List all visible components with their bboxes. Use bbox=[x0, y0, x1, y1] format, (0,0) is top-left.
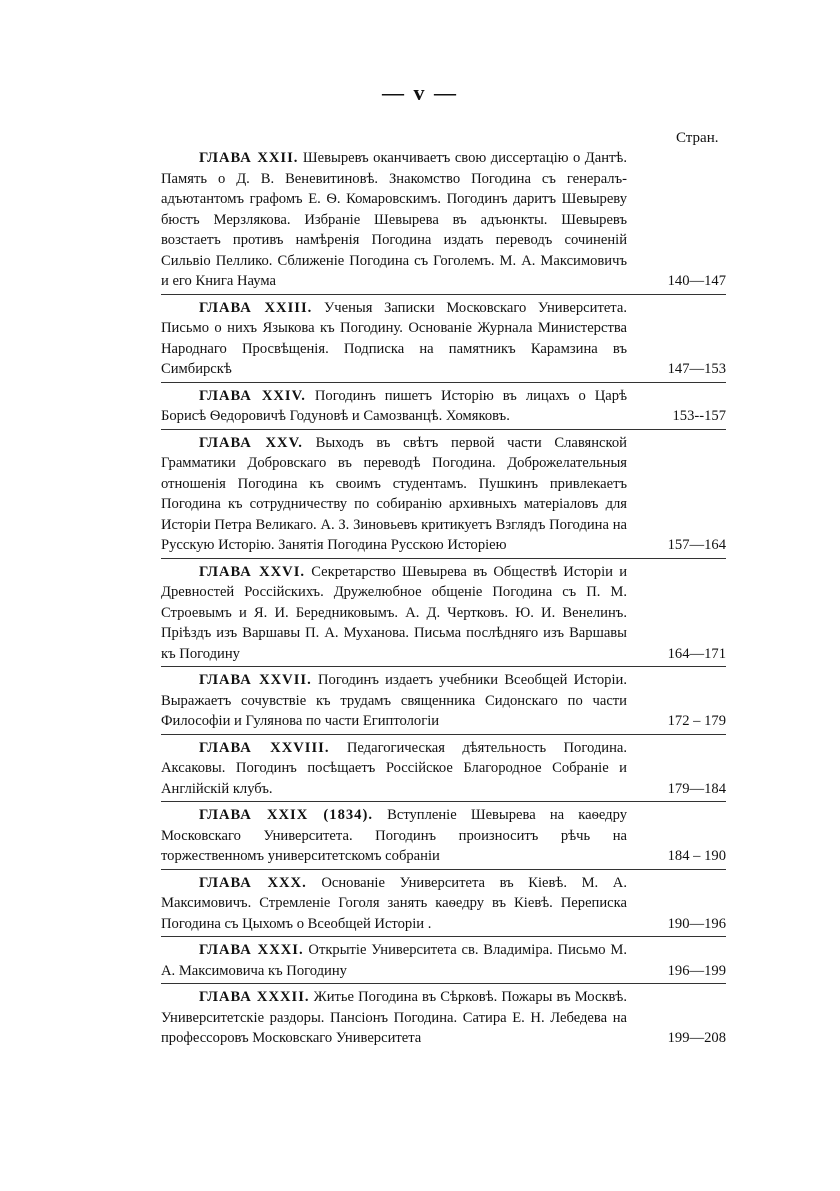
toc-entry bbox=[161, 735, 726, 803]
page-range: 184 – 190 bbox=[667, 848, 726, 864]
toc-entry bbox=[161, 295, 726, 383]
chapter-label: ГЛАВА XXXI. bbox=[199, 942, 304, 958]
toc-entry-text bbox=[161, 738, 627, 800]
toc-entry-text bbox=[161, 670, 627, 732]
chapter-summary: Выходъ въ свѣтъ первой части Славянской Грамматики Добровскаго въ переводѣ Погодина. Доброжелательныя отношенія Погодина къ своимъ студентамъ. Пушкинъ привлекаетъ Погодина къ сотрудничеству по собиранію архивныхъ матеріаловъ для Исторіи Петра Великаго. А. З. Зиновьевъ критикуетъ Взглядъ Погодина на Русскую Исторію. Занятія Погодина Русскою Исторіею bbox=[161, 434, 627, 553]
chapter-label: ГЛАВА XXIV. bbox=[199, 387, 306, 404]
toc-entry-text bbox=[161, 562, 627, 665]
toc-entry-text bbox=[161, 873, 627, 935]
chapter-label: ГЛАВА XXV. bbox=[199, 434, 303, 451]
toc-entry-text bbox=[161, 940, 627, 981]
chapter-summary: Секретарство Шевырева въ Обществѣ Исторіи и Древностей Россійскихъ. Дружелюбное общеніе Погодина съ П. М. Строевымъ и Я. И. Бередниковымъ. А. Д. Чертковъ. Ю. И. Венелинъ. Пріѣздъ изъ Варшавы П. А. Муханова. Письма послѣдняго изъ Варшавы къ Погодину bbox=[161, 563, 628, 662]
page-range: 157—164 bbox=[667, 537, 726, 553]
chapter-summary: Вступленіе Шевырева на каѳедру Московскаго Университета. Погодинъ произноситъ рѣчь на торжественномъ университетскомъ собраніи bbox=[161, 807, 627, 864]
toc-entry bbox=[161, 667, 726, 735]
page-range: 164—171 bbox=[667, 645, 726, 662]
toc-entry bbox=[161, 559, 726, 668]
page-range: 199—208 bbox=[667, 1030, 726, 1046]
chapter-label: ГЛАВА XXVI. bbox=[199, 563, 306, 580]
toc-entry-text bbox=[161, 433, 627, 556]
chapter-summary: Шевыревъ оканчиваетъ свою диссертацію о Дантѣ. Память о Д. В. Веневитиновѣ. Знакомство Погодина съ генералъ-адъютантомъ графомъ Е. Ѳ. Комаровскимъ. Погодинъ даритъ Шевыреву бюстъ Мерзлякова. Избраніе Шевырева въ адъюнкты. Шевыревъ возстаетъ противъ намѣренія Погодина издать переводъ сочиненій Сильвіо Пеллико. Сближеніе Погодина съ Гоголемъ. М. А. Максимовичъ и его Книга Наума bbox=[161, 150, 627, 289]
chapter-label: ГЛАВА XXIII. bbox=[199, 299, 313, 316]
toc-entry-text bbox=[161, 805, 627, 867]
chapter-label: ГЛАВА XXVIII. bbox=[199, 739, 330, 756]
toc-entry-text bbox=[161, 148, 627, 292]
chapter-label: ГЛАВА XXX. bbox=[199, 874, 307, 891]
page-range: 147—153 bbox=[667, 361, 726, 377]
toc-entry bbox=[161, 937, 726, 984]
chapter-summary: Погодинъ издаетъ учебники Всеобщей Исторіи. Выражаетъ сочувствіе къ трудамъ священника Сидонскаго по части Философіи и Гулянова по части Египтологіи bbox=[161, 672, 627, 729]
page-range: 196—199 bbox=[667, 962, 726, 979]
chapter-summary: Педагогическая дѣятельность Погодина. Аксаковы. Погодинъ посѣщаетъ Россійское Благородное Собраніе и Англійскій клубъ. bbox=[161, 739, 628, 797]
chapter-label: ГЛАВА XXVII. bbox=[199, 672, 312, 688]
chapter-label: ГЛАВА XXII. bbox=[199, 150, 299, 166]
page-range: 140—147 bbox=[667, 273, 726, 289]
chapter-summary: Основаніе Университета въ Кіевѣ. М. А. Максимовичъ. Стремленіе Гоголя занять каѳедру въ Кіевѣ. Переписка Погодина съ Цыхомъ о Всеобщей Исторіи . bbox=[161, 874, 627, 932]
chapter-label: ГЛАВА XXXII. bbox=[199, 989, 310, 1005]
page-number: — v — bbox=[382, 80, 458, 105]
toc-entry bbox=[161, 802, 726, 870]
chapter-summary: Ученыя Записки Московскаго Университета. Письмо о нихъ Языкова къ Погодину. Основаніе Журнала Министерства Народнаго Просвѣщенія. Подписка на памятникъ Карамзина въ Симбирскѣ bbox=[161, 299, 627, 377]
toc-entry-text bbox=[161, 987, 627, 1049]
chapter-summary: Житье Погодина въ Сѣрковѣ. Пожары въ Москвѣ. Университетскіе раздоры. Пансіонъ Погодина. Сатира Е. Н. Лебедева на профессоровъ Московскаго Университета bbox=[161, 989, 628, 1046]
toc-entry bbox=[161, 145, 726, 295]
toc-entry bbox=[161, 430, 726, 559]
toc-entry bbox=[161, 383, 726, 430]
page-range: 153--157 bbox=[672, 408, 726, 424]
chapter-label: ГЛАВА XXIX (1834). bbox=[199, 807, 373, 823]
toc-entry-text bbox=[161, 298, 627, 380]
chapter-summary: Открытіе Университета св. Владиміра. Письмо М. А. Максимовича къ Погодину bbox=[161, 942, 627, 979]
toc-entry-text bbox=[161, 386, 627, 427]
page-range: 172 – 179 bbox=[667, 713, 726, 729]
table-of-contents bbox=[161, 145, 726, 1051]
page-range: 190—196 bbox=[667, 915, 726, 932]
chapter-summary: Погодинъ пишетъ Исторію въ лицахъ о Царѣ Борисѣ Ѳедоровичѣ Годуновѣ и Самозванцѣ. Хомяковъ. bbox=[161, 387, 627, 424]
toc-entry bbox=[161, 870, 726, 938]
toc-entry bbox=[161, 984, 726, 1051]
page-range: 179—184 bbox=[667, 780, 726, 797]
pages-column-header: Стран. bbox=[676, 130, 719, 146]
